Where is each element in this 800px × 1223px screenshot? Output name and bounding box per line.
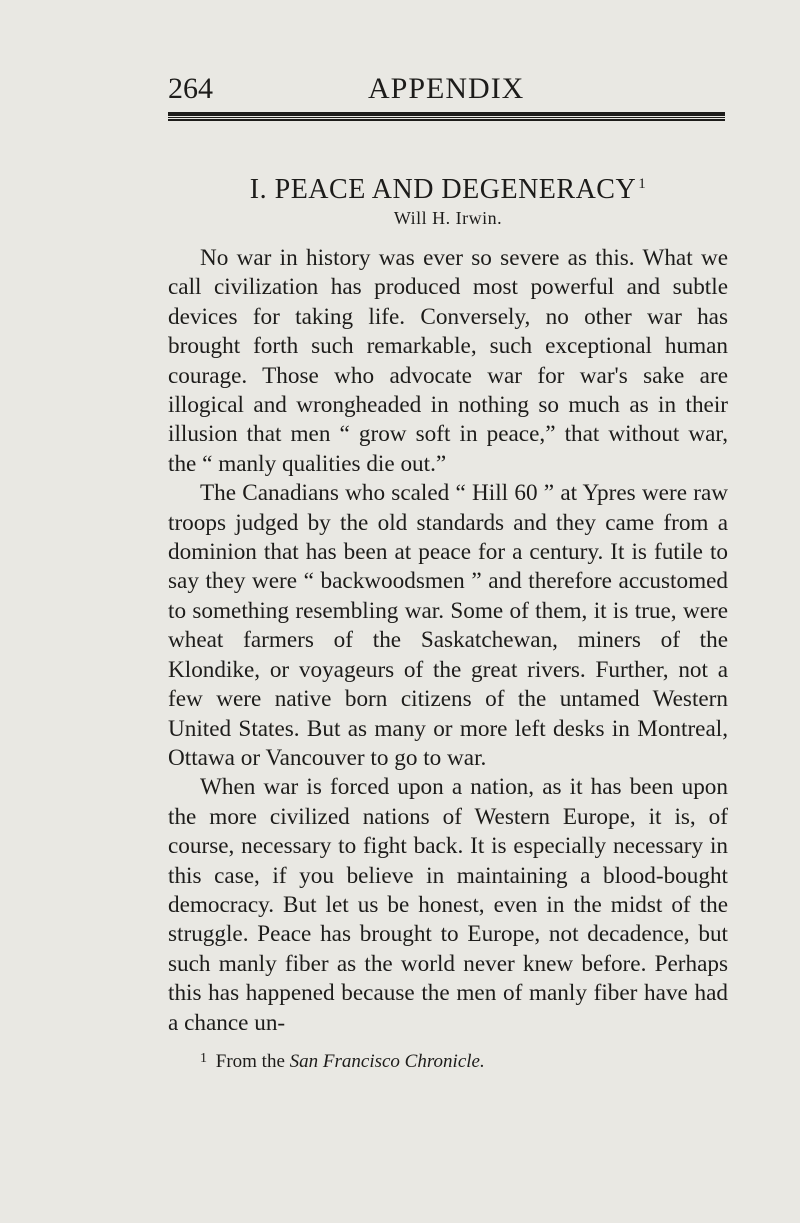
footnote-reference[interactable]: 1 [638,176,647,192]
paragraph-2: The Canadians who scaled “ Hill 60 ” at Ypres were raw troops judged by the old standards and they came from a dominion that has been at peace for a century. It is futile to say they were “ backwoodsmen ” and therefore accustomed to something resembling war. Some of them, it is true, were wheat farmers of the Saskatchewan, miners of the Klondike, or voyageurs of the great rivers. Further, not a few were native born citizens of the untamed Western United States. But as many or more left desks in Montreal, Ottawa or Vancouver to go to war. [168,480,728,771]
running-head [168,66,728,112]
page-number: 264 [168,72,213,105]
footnote-prefix: From the [215,1051,285,1072]
section-title [168,166,728,208]
header-rule [168,112,725,121]
author-byline: Will H. Irwin. [393,208,503,228]
header-rule-inner [168,117,725,118]
section-title-text: I. PEACE AND DEGENERACY [249,174,637,205]
running-title: APPENDIX [368,72,525,105]
paragraph-3: When war is forced upon a nation, as it has been upon the more civilized nations of Western Europe, it is, of course, necessary to fight back. It is especially necessary in this case, if you believe in maintaining a blood-bought democracy. But let us be honest, even in the midst of the struggle. Peace has brought to Europe, not decadence, but such manly fiber as the world never knew before. Perhaps this has happened because the men of manly fiber have had a chance un- [168,774,728,1036]
footnote [200,1046,728,1075]
footnote-source: San Francisco Chronicle. [289,1051,485,1072]
paragraph-1: No war in history was ever so severe as this. What we call civilization has produced most powerful and subtle devices for taking life. Conversely, no other war has brought forth such remarkable, such exceptional human courage. Those who advocate war for war's sake are illogical and wrongheaded in nothing so much as in their illusion that men “ grow soft in peace,” that without war, the “ manly qualities die out.” [168,245,728,477]
body-text [168,244,728,1038]
footnote-marker: 1 [200,1051,207,1066]
